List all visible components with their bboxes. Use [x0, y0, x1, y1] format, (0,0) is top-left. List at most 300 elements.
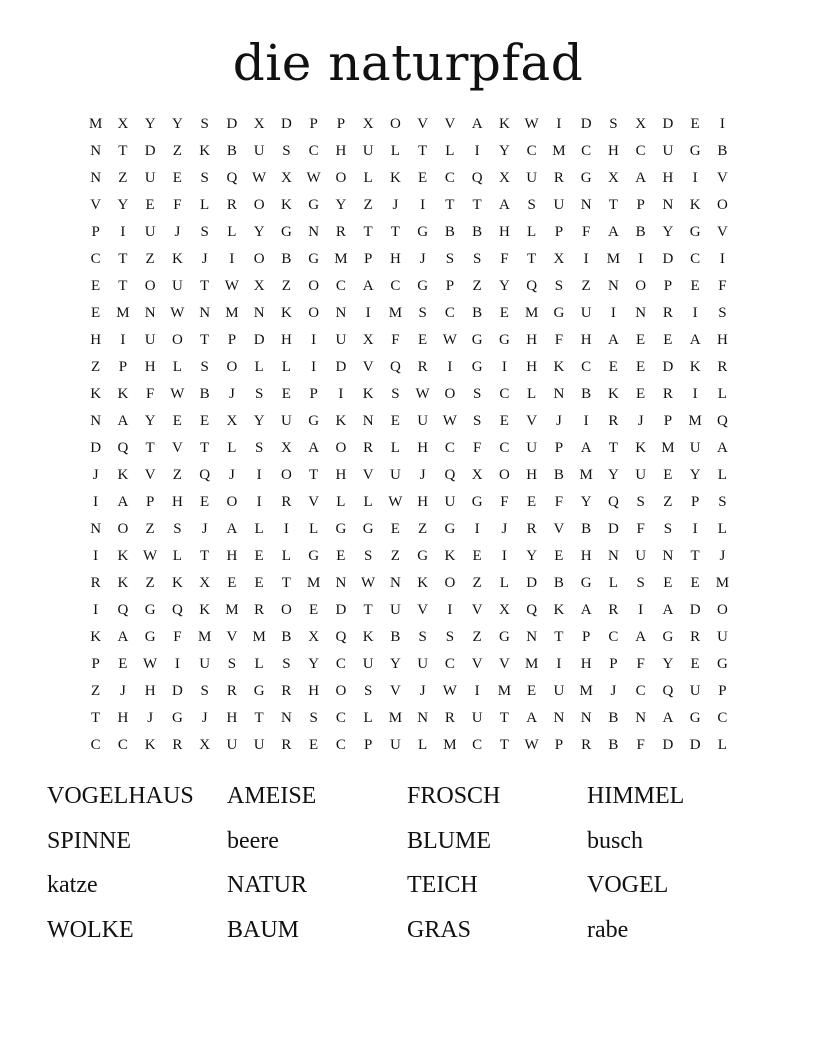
grid-letter: R [90, 575, 101, 591]
grid-letter: W [442, 332, 457, 348]
grid-letter: W [524, 116, 539, 132]
grid-letter: P [609, 656, 618, 672]
grid-letter: E [636, 332, 646, 348]
grid-letter: I [719, 116, 725, 132]
grid-letter: L [227, 224, 237, 240]
grid-letter: U [553, 197, 565, 213]
grid-letter: I [474, 683, 480, 699]
grid-letter: Q [526, 602, 538, 618]
grid-letter: Z [363, 197, 373, 213]
grid-letter: U [362, 656, 374, 672]
grid-letter: Q [662, 683, 674, 699]
grid-row [82, 246, 736, 273]
grid-letter: I [447, 602, 453, 618]
grid-letter: H [580, 332, 592, 348]
word-list-item: busch [587, 827, 643, 854]
grid-letter: K [199, 143, 211, 159]
grid-letter: K [689, 359, 701, 375]
grid-letter: P [636, 197, 645, 213]
grid-letter: C [581, 143, 592, 159]
grid-letter: M [497, 683, 512, 699]
grid-letter: C [90, 737, 101, 753]
grid-letter: H [417, 494, 429, 510]
grid-letter: O [335, 440, 347, 456]
grid-letter: M [443, 737, 457, 753]
grid-letter: I [583, 413, 589, 429]
grid-letter: R [717, 359, 728, 375]
grid-letter: T [118, 251, 128, 267]
grid-letter: C [608, 629, 619, 645]
grid-letter: U [171, 278, 183, 294]
grid-letter: X [308, 629, 320, 645]
grid-letter: I [174, 656, 180, 672]
grid-letter: I [256, 494, 262, 510]
grid-letter: T [472, 197, 482, 213]
grid-letter: I [556, 656, 562, 672]
grid-letter: A [607, 332, 619, 348]
grid-letter: K [335, 413, 347, 429]
grid-letter: S [200, 683, 209, 699]
grid-letter: G [471, 359, 483, 375]
grid-letter: O [308, 278, 320, 294]
grid-letter: S [418, 629, 427, 645]
grid-letter: B [635, 224, 646, 240]
grid-letter: A [308, 440, 320, 456]
grid-row [82, 165, 736, 192]
grid-letter: C [444, 170, 455, 186]
grid-letter: U [417, 656, 429, 672]
grid-letter: T [499, 737, 509, 753]
grid-row [82, 327, 736, 354]
grid-row [82, 354, 736, 381]
grid-letter: Y [308, 656, 320, 672]
grid-letter: A [117, 494, 129, 510]
grid-letter: S [173, 521, 182, 537]
grid-letter: X [607, 170, 619, 186]
grid-letter: M [552, 143, 566, 159]
grid-letter: L [363, 710, 373, 726]
grid-letter: O [280, 467, 292, 483]
grid-letter: E [663, 332, 673, 348]
grid-letter: Y [389, 656, 401, 672]
grid-letter: U [716, 629, 728, 645]
grid-letter: G [308, 197, 320, 213]
grid-letter: E [608, 359, 618, 375]
grid-letter: F [554, 494, 564, 510]
grid-letter: W [143, 656, 158, 672]
grid-letter: F [472, 440, 482, 456]
grid-row [82, 273, 736, 300]
grid-letter: R [335, 224, 346, 240]
grid-letter: C [335, 710, 346, 726]
grid-letter: C [444, 656, 455, 672]
grid-letter: R [226, 197, 237, 213]
grid-letter: O [389, 116, 401, 132]
grid-letter: G [553, 305, 565, 321]
grid-letter: K [117, 386, 129, 402]
grid-letter: M [225, 305, 239, 321]
grid-letter: S [200, 116, 209, 132]
grid-letter: Q [171, 602, 183, 618]
grid-row [82, 597, 736, 624]
grid-letter: O [144, 278, 156, 294]
grid-letter: G [171, 710, 183, 726]
grid-letter: P [554, 737, 564, 753]
grid-letter: E [91, 278, 101, 294]
grid-letter: C [717, 710, 728, 726]
grid-letter: P [145, 494, 155, 510]
grid-letter: L [172, 359, 182, 375]
grid-letter: Z [172, 143, 182, 159]
word-list-item: WOLKE [47, 916, 134, 943]
grid-letter: Y [253, 224, 265, 240]
grid-letter: D [335, 602, 347, 618]
grid-letter: M [606, 251, 621, 267]
grid-letter: L [445, 143, 455, 159]
grid-letter: T [91, 710, 101, 726]
grid-letter: Z [390, 548, 400, 564]
grid-letter: F [636, 737, 645, 753]
grid-letter: E [663, 575, 673, 591]
grid-letter: H [526, 359, 538, 375]
grid-letter: T [281, 575, 291, 591]
grid-letter: D [253, 332, 265, 348]
grid-letter: U [280, 413, 292, 429]
grid-letter: H [117, 710, 129, 726]
grid-letter: L [200, 197, 210, 213]
grid-letter: C [444, 305, 455, 321]
grid-letter: X [362, 116, 374, 132]
grid-letter: Y [498, 278, 510, 294]
grid-letter: Z [91, 683, 101, 699]
grid-letter: F [145, 386, 155, 402]
grid-letter: N [635, 710, 647, 726]
grid-letter: E [690, 278, 700, 294]
grid-letter: C [526, 143, 537, 159]
grid-letter: L [309, 521, 319, 537]
grid-letter: R [662, 305, 673, 321]
grid-letter: M [715, 575, 730, 591]
grid-letter: J [228, 467, 235, 483]
grid-letter: D [226, 116, 238, 132]
grid-letter: Z [472, 278, 482, 294]
grid-letter: U [253, 737, 265, 753]
grid-letter: B [472, 224, 483, 240]
grid-letter: O [226, 494, 238, 510]
grid-letter: Y [253, 413, 265, 429]
grid-letter: M [225, 602, 239, 618]
grid-letter: T [200, 440, 210, 456]
grid-letter: E [200, 494, 210, 510]
grid-letter: I [692, 521, 698, 537]
grid-letter: H [526, 332, 538, 348]
grid-letter: C [690, 251, 701, 267]
grid-letter: K [90, 386, 102, 402]
grid-letter: P [554, 440, 564, 456]
grid-letter: V [90, 197, 102, 213]
grid-letter: D [662, 359, 674, 375]
grid-letter: P [663, 278, 673, 294]
grid-letter: D [662, 737, 674, 753]
grid-letter: Q [199, 467, 211, 483]
grid-letter: T [309, 467, 319, 483]
grid-letter: X [199, 737, 211, 753]
grid-letter: E [145, 197, 155, 213]
grid-letter: N [553, 386, 565, 402]
grid-letter: G [444, 521, 456, 537]
grid-letter: G [253, 683, 265, 699]
word-list-item: beere [227, 827, 279, 854]
grid-letter: N [144, 305, 156, 321]
grid-letter: C [90, 251, 101, 267]
grid-letter: G [471, 332, 483, 348]
grid-letter: H [144, 359, 156, 375]
word-list-item: HIMMEL [587, 783, 685, 809]
grid-letter: F [500, 494, 509, 510]
grid-letter: E [527, 683, 537, 699]
grid-letter: K [199, 602, 211, 618]
grid-letter: B [717, 143, 728, 159]
grid-letter: L [608, 575, 618, 591]
grid-letter: R [662, 386, 673, 402]
grid-letter: B [390, 629, 401, 645]
grid-letter: V [389, 683, 401, 699]
grid-letter: M [306, 575, 321, 591]
grid-letter: H [526, 467, 538, 483]
grid-letter: L [390, 143, 400, 159]
grid-letter: E [690, 116, 700, 132]
grid-letter: O [498, 467, 510, 483]
grid-letter: N [280, 710, 292, 726]
grid-letter: B [444, 224, 455, 240]
grid-letter: R [281, 494, 292, 510]
grid-letter: V [362, 467, 374, 483]
grid-letter: Z [145, 521, 155, 537]
grid-letter: P [554, 224, 564, 240]
grid-letter: G [580, 170, 592, 186]
word-list-item: katze [47, 872, 98, 898]
word-list-item: NATUR [227, 872, 308, 898]
grid-letter: N [526, 629, 538, 645]
grid-letter: K [498, 116, 510, 132]
grid-letter: X [498, 602, 510, 618]
grid-letter: M [252, 629, 266, 645]
grid-letter: Y [144, 413, 156, 429]
grid-letter: M [88, 116, 103, 132]
page-title: die naturpfad [232, 34, 584, 92]
grid-letter: N [417, 710, 429, 726]
grid-letter: V [144, 467, 156, 483]
grid-letter: Y [498, 143, 510, 159]
grid-letter: P [581, 629, 591, 645]
grid-letter: A [635, 170, 647, 186]
grid-letter: L [227, 440, 237, 456]
grid-letter: M [116, 305, 130, 321]
grid-letter: H [226, 710, 238, 726]
word-list-item: SPINNE [47, 827, 132, 854]
grid-letter: B [553, 467, 564, 483]
grid-letter: S [363, 548, 373, 564]
grid-letter: B [581, 521, 592, 537]
grid-letter: D [662, 251, 674, 267]
grid-row [82, 192, 736, 219]
grid-letter: W [143, 548, 158, 564]
grid-letter: G [689, 143, 701, 159]
grid-letter: X [117, 116, 129, 132]
grid-letter: I [474, 521, 480, 537]
grid-row [82, 705, 736, 732]
grid-letter: W [170, 305, 185, 321]
grid-letter: J [174, 224, 181, 240]
grid-letter: I [365, 305, 371, 321]
grid-letter: Y [662, 656, 674, 672]
grid-letter: J [419, 251, 426, 267]
grid-letter: R [608, 602, 619, 618]
grid-letter: V [417, 602, 429, 618]
grid-letter: L [418, 737, 428, 753]
grid-letter: O [171, 332, 183, 348]
grid-letter: K [117, 548, 129, 564]
grid-letter: Y [662, 224, 674, 240]
grid-letter: I [338, 386, 344, 402]
grid-letter: P [309, 116, 318, 132]
grid-letter: I [311, 359, 317, 375]
grid-letter: X [226, 413, 238, 429]
grid-letter: U [389, 737, 401, 753]
grid-letter: A [635, 629, 647, 645]
grid-letter: C [499, 440, 510, 456]
grid-letter: H [417, 440, 429, 456]
grid-letter: S [227, 656, 237, 672]
word-list-item: VOGEL [587, 872, 669, 898]
grid-letter: V [171, 440, 183, 456]
letter-grid [82, 111, 736, 759]
grid-letter: L [527, 224, 537, 240]
grid-letter: T [145, 440, 155, 456]
grid-letter: I [120, 224, 126, 240]
grid-letter: T [418, 143, 428, 159]
grid-letter: G [689, 224, 701, 240]
grid-letter: S [472, 413, 482, 429]
grid-letter: D [90, 440, 102, 456]
grid-letter: V [308, 494, 320, 510]
grid-row [82, 219, 736, 246]
grid-letter: Y [335, 197, 347, 213]
grid-letter: G [689, 710, 701, 726]
grid-letter: R [417, 359, 428, 375]
grid-letter: E [91, 305, 101, 321]
grid-letter: C [335, 278, 346, 294]
grid-letter: A [607, 224, 619, 240]
grid-letter: J [719, 548, 726, 564]
grid-row [82, 138, 736, 165]
grid-letter: N [389, 575, 401, 591]
grid-letter: I [283, 521, 289, 537]
grid-letter: X [280, 440, 292, 456]
grid-letter: E [254, 575, 264, 591]
grid-letter: P [363, 737, 373, 753]
grid-letter: G [417, 548, 429, 564]
word-list-item: BAUM [227, 916, 300, 943]
grid-letter: O [117, 521, 129, 537]
grid-letter: T [690, 548, 700, 564]
grid-letter: I [256, 467, 262, 483]
grid-letter: S [282, 656, 291, 672]
grid-letter: H [607, 143, 619, 159]
word-list-item: TEICH [407, 872, 478, 898]
grid-letter: C [335, 737, 346, 753]
grid-letter: D [689, 602, 701, 618]
grid-letter: S [391, 386, 400, 402]
grid-letter: E [418, 332, 428, 348]
grid-letter: C [635, 683, 646, 699]
grid-letter: S [418, 305, 427, 321]
grid-letter: J [501, 521, 508, 537]
grid-letter: K [389, 170, 401, 186]
grid-letter: P [718, 683, 727, 699]
grid-letter: R [526, 521, 537, 537]
grid-letter: Z [663, 494, 673, 510]
grid-letter: J [147, 710, 154, 726]
grid-letter: U [362, 143, 374, 159]
grid-letter: Q [471, 170, 483, 186]
grid-letter: N [553, 710, 565, 726]
grid-letter: X [553, 251, 565, 267]
grid-letter: E [636, 386, 646, 402]
grid-letter: S [609, 116, 618, 132]
grid-letter: S [200, 359, 209, 375]
grid-letter: K [171, 251, 183, 267]
grid-letter: L [254, 656, 264, 672]
grid-letter: N [335, 575, 347, 591]
grid-letter: U [389, 467, 401, 483]
grid-letter: C [308, 143, 319, 159]
grid-letter: J [637, 413, 644, 429]
grid-letter: M [524, 656, 539, 672]
grid-letter: E [690, 656, 700, 672]
grid-letter: E [254, 548, 264, 564]
grid-letter: J [201, 251, 208, 267]
grid-letter: T [363, 602, 373, 618]
grid-row [82, 111, 736, 138]
grid-letter: E [472, 548, 482, 564]
grid-letter: Z [91, 359, 101, 375]
grid-letter: I [692, 386, 698, 402]
word-list-item: GRAS [407, 916, 472, 943]
grid-letter: O [280, 602, 292, 618]
grid-letter: K [553, 602, 565, 618]
grid-letter: J [610, 683, 617, 699]
grid-letter: U [389, 602, 401, 618]
grid-letter: S [472, 251, 482, 267]
grid-letter: C [581, 359, 592, 375]
grid-letter: E [663, 467, 673, 483]
grid-letter: E [281, 386, 291, 402]
grid-letter: R [608, 413, 619, 429]
grid-letter: W [415, 386, 430, 402]
grid-letter: N [662, 197, 674, 213]
grid-letter: Y [580, 494, 592, 510]
grid-letter: H [662, 170, 674, 186]
grid-letter: J [228, 386, 235, 402]
grid-letter: G [498, 332, 510, 348]
grid-letter: T [445, 197, 455, 213]
grid-letter: X [280, 170, 292, 186]
grid-letter: T [200, 548, 210, 564]
grid-letter: E [390, 521, 400, 537]
grid-letter: J [201, 521, 208, 537]
grid-letter: F [718, 278, 727, 294]
